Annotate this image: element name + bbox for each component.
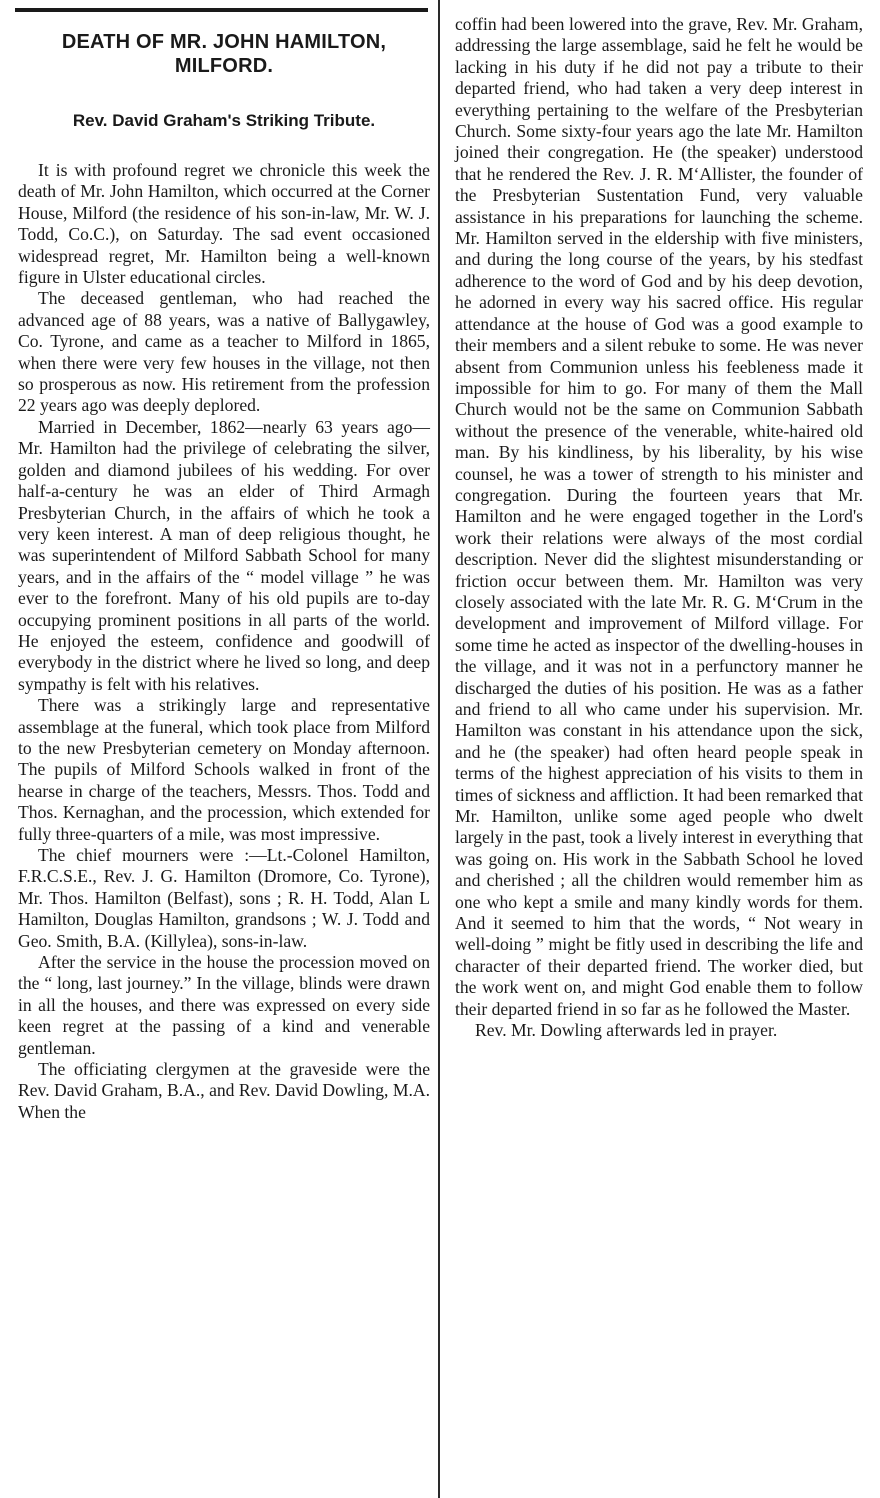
paragraph-chief-mourners: The chief mourners were :—Lt.-Colonel Hamilton, F.R.C.S.E., Rev. J. G. Hamilton (Dromore, Co. Tyrone), Mr. Thos. Hamilton (Belfast), sons ; R. H. Todd, Alan L Hamilton, Douglas Hamilton, grandsons ; W. J. Todd and Geo. Smith, B.A. (Killylea), sons-in-law. [18, 845, 430, 951]
paragraph-tribute: coffin had been lowered into the grave, Rev. Mr. Graham, addressing the large assemblage, said he felt he would be lacking in his duty if he did not pay a tribute to their departed friend, who had taken a very deep interest in everything pertaining to the welfare of the Presbyterian Church. Some sixty-four years ago the late Mr. Hamilton joined their congregation. He (the speaker) understood that he rendered the Rev. J. R. M‘Allister, the founder of the Presbyterian Sustentation Fund, very valuable assistance in his preparations for launching the scheme. Mr. Hamilton served in the eldership with five ministers, and during the long course of the years, by his stedfast adherence to the word of God and by his deep devotion, he adorned in every way his sacred office. His regular attendance at the house of God was a good example to their members and a silent rebuke to some. He was never absent from Communion unless his feebleness made it impossible for him to go. For many of them the Mall Church would not be the same on Communion Sabbath without the presence of the venerable, white-haired old man. By his kindliness, by his liberality, by his wise counsel, he was a tower of strength to his minister and congregation. During the fourteen years that Mr. Hamilton and he were engaged together in the Lord's work their relations were always of the most cordial description. Never did the slightest misunderstanding or friction occur between them. Mr. Hamilton was very closely associated with the late Mr. R. G. M‘Crum in the development and improvement of Milford village. For some time he acted as inspector of the dwelling-houses in the village, and it was not in a perfunctory manner he discharged the duties of his position. He was as a father and friend to all who came under his supervision. Mr. Hamilton was constant in his attendance upon the sick, and he (the speaker) had often heard people speak in terms of the highest appreciation of his visits to them in times of sickness and affliction. It had been remarked that Mr. Hamilton, unlike some aged people who dwelt largely in the past, took a lively interest in everything that was going on. His work in the Sabbath School he loved and cherished ; all the children would remember him as one who kept a smile and many kindly words for them. And it seemed to him that the words, “ Not weary in well-doing ” might be fitly used in describing the life and character of their departed friend. The worker died, but the work went on, and might God enable them to follow their departed friend in so far as he followed the Master. [455, 14, 863, 1019]
paragraph-biography: The deceased gentleman, who had reached the advanced age of 88 years, was a native of Ballygawley, Co. Tyrone, and came as a teacher to Milford in 1865, when there were very few houses in the village, not then so prosperous as now. His retirement from the profession 22 years ago was deeply deplored. [18, 288, 430, 416]
paragraph-marriage-church: Married in December, 1862—nearly 63 years ago—Mr. Hamilton had the privilege of celebrating the silver, golden and diamond jubilees of his wedding. For over half-a-century he was an elder of Third Armagh Presbyterian Church, in the affairs of which he took a very keen interest. A man of deep religious thought, he was superintendent of Milford Sabbath School for many years, and in the affairs of the “ model village ” he was ever to the forefront. Many of his old pupils are to-day occupying prominent positions in all parts of the world. He enjoyed the esteem, confidence and goodwill of everybody in the district where he lived so long, and deep sympathy is felt with his relatives. [18, 416, 430, 694]
right-column [455, 0, 863, 1042]
paragraph-prayer: Rev. Mr. Dowling afterwards led in prayer. [475, 1020, 778, 1041]
paragraph-funeral: There was a strikingly large and representative assemblage at the funeral, which took place from Milford to the new Presbyterian cemetery on Monday afternoon. The pupils of Milford Schools walked in front of the hearse in charge of the teachers, Messrs. Thos. Todd and Thos. Kernaghan, and the procession, which extended for fully three-quarters of a mile, was most impressive. [18, 695, 430, 844]
paragraph-procession: After the service in the house the procession moved on the “ long, last journey.” In the village, blinds were drawn in all the houses, and there was expressed on every side keen regret at the passing of a kind and venerable gentleman. [18, 952, 430, 1058]
article-subheadline: Rev. David Graham's Striking Tribute. [72, 111, 376, 130]
column-divider [438, 0, 440, 1498]
left-column [18, 0, 430, 1123]
paragraph-opening: It is with profound regret we chronicle this week the death of Mr. John Hamilton, which occurred at the Corner House, Milford (the residence of his son-in-law, Mr. W. J. Todd, Co.C.), on Saturday. The sad event occasioned widespread regret, Mr. Hamilton being a well-known figure in Ulster educational circles. [18, 160, 430, 288]
paragraph-clergymen: The officiating clergymen at the graveside were the Rev. David Graham, B.A., and Rev. David Dowling, M.A. When the [18, 1059, 430, 1122]
article-headline: DEATH OF MR. JOHN HAMILTON, MILFORD. [61, 31, 387, 77]
